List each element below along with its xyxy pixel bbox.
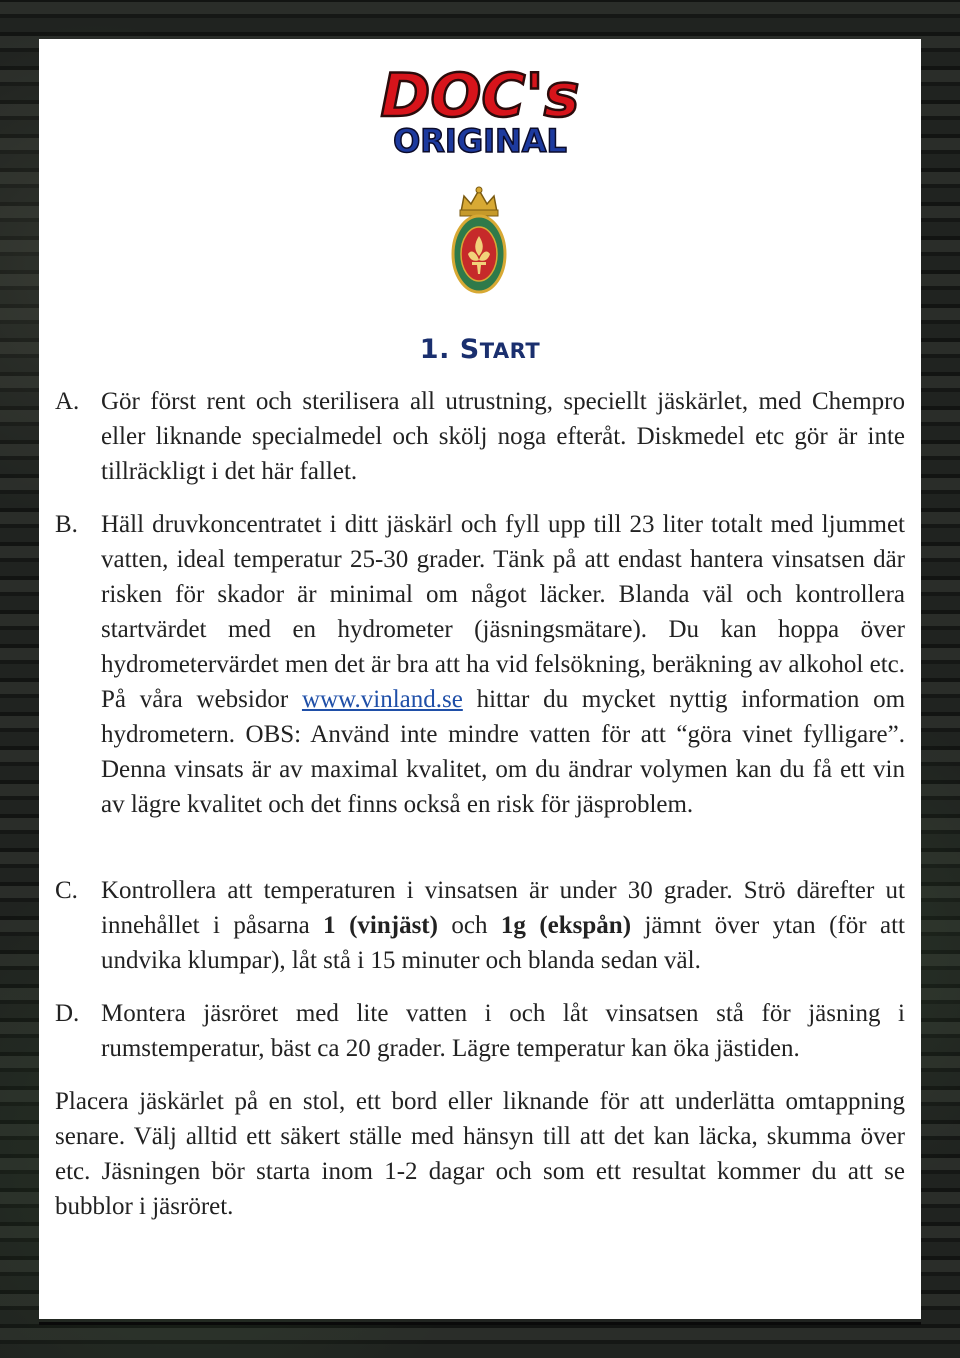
step-b-text-2: hittar du mycket nyttig information om hydrometern. OBS: Använd inte mindre vatten för att “göra vinet fylligare”. Denna vinsats är av maximal kvalitet, om du ändrar volymen kan du få ett vin av lägre kvalitet och det finns också en risk för jäsproblem. — [101, 686, 906, 818]
step-c-text-3: jämnt över ytan (för att undvika klumpar), låt stå i 15 minuter och blanda sedan väl. — [101, 912, 905, 974]
logo-line1: DOC's — [380, 61, 580, 131]
section-heading — [0, 334, 960, 365]
step-c-text-1: Kontrollera att temperaturen i vinsatsen är under 30 grader. Strö därefter ut innehållet i påsarna — [101, 877, 905, 939]
heading-number: 1. — [419, 334, 450, 365]
step-letter: D. — [55, 1000, 80, 1027]
step-b — [55, 507, 905, 822]
step-a-text: Gör först rent och sterilisera all utrustning, speciellt jäskärlet, med Chempro eller liknande specialmedel och skölj noga efteråt. Diskmedel etc gör är inte tillräckligt i det här fallet. — [101, 388, 905, 485]
step-d-text: Montera jäsröret med lite vatten i och låt vinsatsen stå för jäsning i rumstemperatur, bäst ca 20 grader. Lägre temperatur kan öka jästiden. — [101, 1000, 905, 1062]
closing-paragraph: Placera jäskärlet på en stol, ett bord eller liknande för att underlätta omtappning senare. Välj alltid ett säkert ställe med hänsyn till att det kan läcka, skumma över etc. Jäsningen bör starta inom 1-2 dagar och som ett resultat kommer du att se bubblor i jäsröret. — [55, 1088, 905, 1220]
step-a — [55, 384, 905, 489]
step-c — [55, 873, 905, 978]
logo-line2: ORIGINAL — [393, 122, 567, 160]
step-b-text-1: Häll druvkoncentratet i ditt jäskärl och fyll upp till 23 liter totalt med ljummet vatten, ideal temperatur 25-30 grader. Tänk på att endast hantera vinsatsen där risken för skador är minimal om något läcker. Blanda väl och kontrollera startvärdet med en hydrometer (jäsningsmätare). Du kan hoppa över hydrometervärdet men det är bra att ha vid felsökning, beräkning av alkohol etc. På våra websidor — [101, 511, 905, 713]
step-c-yeast: 1 (vinjäst) — [323, 912, 438, 939]
step-c-text-2: och — [451, 912, 488, 939]
step-letter: A. — [55, 388, 80, 415]
docs-original-logo — [362, 52, 598, 164]
vinland-link[interactable]: www.vinland.se — [301, 686, 463, 713]
step-d — [55, 996, 905, 1066]
heading-first-letter: S — [459, 334, 480, 365]
crest-emblem — [446, 184, 512, 296]
step-c-oak: 1g (ekspån) — [500, 912, 632, 939]
page-edge — [39, 1322, 921, 1325]
heading-rest: TART — [479, 339, 541, 363]
step-letter: C. — [55, 877, 78, 904]
step-letter: B. — [55, 511, 78, 538]
